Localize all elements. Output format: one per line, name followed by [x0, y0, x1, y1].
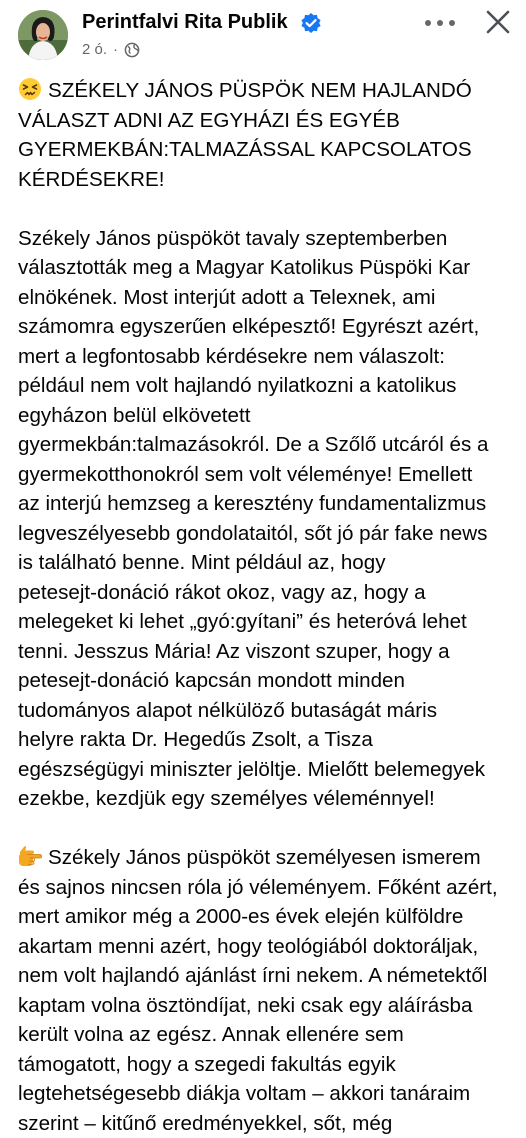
paragraph-line: is található benne. Mint például az, hogy — [18, 548, 518, 578]
paragraph-line: az interjú hemzseg a keresztény fundamentalizmus — [18, 489, 518, 519]
meta-separator: · — [113, 41, 118, 58]
post-text — [18, 76, 518, 1138]
paragraph-line: egészségügyi miniszter jelöltje. Mielőtt belemegyek — [18, 755, 518, 785]
close-button[interactable] — [478, 2, 518, 42]
close-icon — [485, 9, 511, 35]
persevering-face-emoji — [18, 77, 42, 101]
paragraph-line: került volna az egész. Annak ellenére sem — [18, 1020, 518, 1050]
paragraph-line: melegeket ki lehet „gyó:gyítani” és heteróvá lehet — [18, 607, 518, 637]
paragraph-line: petesejt-donáció kapcsán mondott minden — [18, 666, 518, 696]
paragraph-line: tudományos alapot nélkülöző butaságát máris — [18, 696, 518, 726]
paragraph-line: szerint – kitűnő eredményekkel, sőt, még — [18, 1109, 518, 1138]
paragraph-text: Székely János püspököt személyesen ismerem — [48, 846, 481, 869]
post-header — [0, 0, 526, 72]
paragraph-line: gyermekbán:talmazásokról. De a Szőlő utcáról és a — [18, 430, 518, 460]
author-avatar[interactable] — [18, 10, 68, 60]
globe-icon — [124, 42, 140, 58]
paragraph-line: tenni. Jesszus Mária! Az viszont szuper, hogy a — [18, 637, 518, 667]
more-options-button[interactable] — [418, 6, 462, 40]
verified-badge-icon — [300, 12, 322, 34]
headline-line: KÉRDÉSEKRE! — [18, 165, 518, 195]
paragraph-line: legtehetségesebb diákja voltam – akkori tanáraim — [18, 1079, 518, 1109]
paragraph-line: egyházon belül elkövetett — [18, 401, 518, 431]
paragraph-line: legveszélyesebb gondolataitól, sőt jó pár fake news — [18, 519, 518, 549]
paragraph-line: számomra egyszerűen elképesztő! Egyrészt azért, — [18, 312, 518, 342]
paragraph-line: például nem volt hajlandó nyilatkozni a katolikus — [18, 371, 518, 401]
paragraph-line: mert a legfontosabb kérdésekre nem válaszolt: — [18, 342, 518, 372]
paragraph-line: gyermekotthonokról sem volt véleménye! Emellett — [18, 460, 518, 490]
avatar-image — [18, 10, 68, 60]
author-name[interactable]: Perintfalvi Rita Publik — [82, 11, 288, 34]
post-time[interactable]: 2 ó. — [82, 41, 107, 58]
paragraph-line: petesejt-donáció rákot okoz, vagy az, hogy a — [18, 578, 518, 608]
paragraph-line: mert amikor még a 2000-es évek elején külföldre — [18, 902, 518, 932]
paragraph-line: ezekbe, kezdjük egy személyes véleménnyel! — [18, 784, 518, 814]
paragraph-gap — [18, 814, 518, 844]
headline-text: SZÉKELY JÁNOS PÜSPÖK NEM HAJLANDÓ — [48, 79, 472, 102]
more-options-icon — [422, 18, 458, 28]
headline-line: VÁLASZT ADNI AZ EGYHÁZI ÉS EGYÉB — [18, 106, 518, 136]
post-meta — [82, 41, 140, 58]
paragraph-line: helyre rakta Dr. Hegedűs Zsolt, a Tisza — [18, 725, 518, 755]
paragraph-line: kaptam volna ösztöndíjat, neki csak egy aláírásba — [18, 991, 518, 1021]
backhand-index-pointing-right-emoji — [18, 844, 42, 868]
paragraph-line — [18, 843, 518, 873]
paragraph-line: választották meg a Magyar Katolikus Püspöki Kar — [18, 253, 518, 283]
paragraph-line: akartam menni azért, hogy teológiából doktoráljak, — [18, 932, 518, 962]
paragraph-line: nem volt hajlandó ajánlást írni nekem. A németektől — [18, 961, 518, 991]
headline-line: GYERMEKBÁN:TALMAZÁSSAL KAPCSOLATOS — [18, 135, 518, 165]
headline-line — [18, 76, 518, 106]
paragraph-gap — [18, 194, 518, 224]
paragraph-line: támogatott, hogy a szegedi fakultás egyik — [18, 1050, 518, 1080]
paragraph-line: elnökének. Most interjút adott a Telexnek, ami — [18, 283, 518, 313]
paragraph-line: és sajnos nincsen róla jó véleményem. Főként azért, — [18, 873, 518, 903]
paragraph-line: Székely János püspököt tavaly szeptemberben — [18, 224, 518, 254]
